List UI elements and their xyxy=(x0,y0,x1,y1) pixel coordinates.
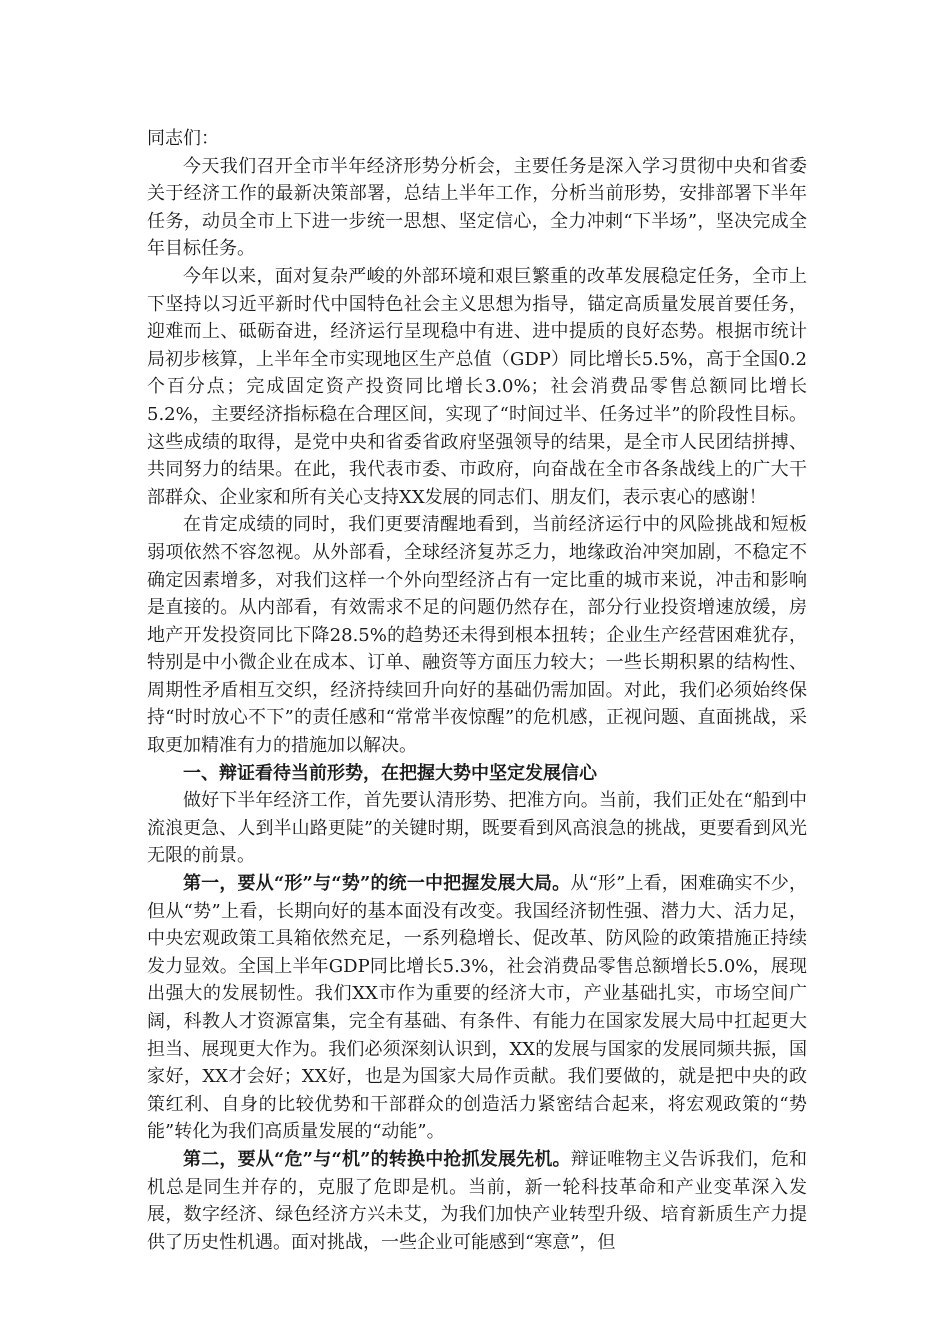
point-one-body: 从“形”上看，困难确实不少，但从“势”上看，长期向好的基本面没有改变。我国经济韧性强、潜力大、活力足，中央宏观政策工具箱依然充足，一系列稳增长、促改革、防风险的政策措施正持续发力显效。全国上半年GDP同比增长5.3%，社会消费品零售总额增长5.0%，展现出强大的发展韧性。我们XX市作为重要的经济大市，产业基础扎实，市场空间广阔，科教人才资源富集，完全有基础、有条件、有能力在国家发展大局中扛起更大担当、展现更大作为。我们必须深刻认识到，XX的发展与国家的发展同频共振，国家好，XX才会好；XX好，也是为国家大局作贡献。我们要做的，就是把中央的政策红利、自身的比较优势和干部群众的创造活力紧密结合起来，将宏观政策的“势能”转化为我们高质量发展的“动能”。 xyxy=(147,873,807,1143)
salutation: 同志们： xyxy=(147,128,219,149)
paragraph-challenges: 在肯定成绩的同时，我们更要清醒地看到，当前经济运行中的风险挑战和短板弱项依然不容忽视。从外部看，全球经济复苏乏力，地缘政治冲突加剧，不稳定不确定因素增多，对我们这样一个外向型经济占有一定比重的城市来说，冲击和影响是直接的。从内部看，有效需求不足的问题仍然存在，部分行业投资增速放缓，房地产开发投资同比下降28.5%的趋势还未得到根本扭转；企业生产经营困难犹存，特别是中小微企业在成本、订单、融资等方面压力较大；一些长期积累的结构性、周期性矛盾相互交织，经济持续回升向好的基础仍需加固。对此，我们必须始终保持“时时放心不下”的责任感和“常常半夜惊醒”的危机感，正视问题、直面挑战，采取更加精准有力的措施加以解决。 xyxy=(147,514,807,757)
paragraph-achievements: 今年以来，面对复杂严峻的外部环境和艰巨繁重的改革发展稳定任务，全市上下坚持以习近平新时代中国特色社会主义思想为指导，锚定高质量发展首要任务，迎难而上、砥砺奋进，经济运行呈现稳中有进、进中提质的良好态势。根据市统计局初步核算，上半年全市实现地区生产总值（GDP）同比增长5.5%，高于全国0.2个百分点；完成固定资产投资同比增长3.0%；社会消费品零售总额同比增长5.2%，主要经济指标稳在合理区间，实现了“时间过半、任务过半”的阶段性目标。这些成绩的取得，是党中央和省委省政府坚强领导的结果，是全市人民团结拼搏、共同努力的结果。在此，我代表市委、市政府，向奋战在全市各条战线上的广大干部群众、企业家和所有关心支持XX发展的同志们、朋友们，表示衷心的感谢！ xyxy=(147,265,807,508)
point-two xyxy=(147,1146,807,1256)
point-two-body: 辩证唯物主义告诉我们，危和机总是同生并存的，克服了危即是机。当前，新一轮科技革命和产业变革深入发展，数字经济、绿色经济方兴未艾，为我们加快产业转型升级、培育新质生产力提供了历史性机遇。面对挑战，一些企业可能感到“寒意”，但 xyxy=(147,1148,808,1253)
point-one-title: 第一，要从“形”与“势”的统一中把握发展大局。 xyxy=(183,873,571,895)
point-one xyxy=(147,870,807,1146)
section-intro: 做好下半年经济工作，首先要认清形势、把准方向。当前，我们正处在“船到中流浪更急、人到半山路更陡”的关键时期，既要看到风高浪急的挑战，更要看到风光无限的前景。 xyxy=(147,790,807,867)
section-heading: 一、辩证看待当前形势，在把握大势中坚定发展信心 xyxy=(183,762,597,784)
point-two-title: 第二，要从“危”与“机”的转换中抢抓发展先机。 xyxy=(183,1148,571,1170)
paragraph-opening: 今天我们召开全市半年经济形势分析会，主要任务是深入学习贯彻中央和省委关于经济工作的最新决策部署，总结上半年工作，分析当前形势，安排部署下半年任务，动员全市上下进一步统一思想、坚定信心，全力冲刺“下半场”，坚决完成全年目标任务。 xyxy=(147,155,807,260)
document-body xyxy=(147,125,807,1256)
